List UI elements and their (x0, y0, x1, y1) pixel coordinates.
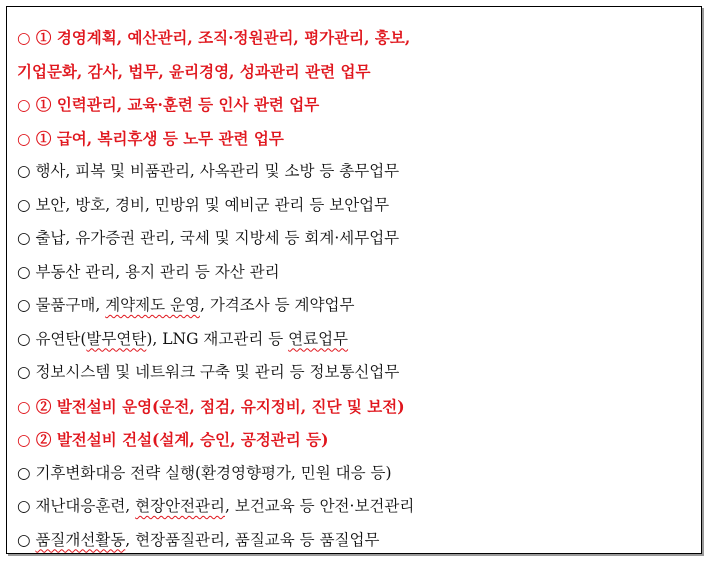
duty-list (17, 21, 414, 557)
duty-text: , 현장품질관리, 품질교육 등 품질업무 (125, 530, 380, 549)
spellcheck-flagged-text: 연료업무 (288, 329, 349, 348)
duty-item (17, 323, 414, 357)
duty-item: ○ 기후변화대응 전략 실행(환경영향평가, 민원 대응 등) (17, 463, 392, 482)
duty-text: , 가격조사 등 계약업무 (199, 296, 355, 314)
duty-item: ○ ② 발전설비 운영(운전, 점검, 유지정비, 진단 및 보전) (17, 396, 405, 416)
duty-item (17, 524, 414, 558)
duty-text: ○ 재난대응훈련, (17, 497, 136, 515)
spellcheck-flagged-text: 품질개선활동 (35, 530, 126, 549)
duty-item: ○ ② 발전설비 건설(설계, 승인, 공정관리 등) (17, 430, 329, 449)
duty-item: ○ 보안, 방호, 경비, 민방위 및 예비군 관리 등 보안업무 (17, 195, 390, 214)
duty-item: 기업문화, 감사, 법무, 윤리경영, 성과관리 관련 업무 (17, 61, 371, 81)
duty-text: ○ (17, 530, 36, 549)
duty-item: ○ ① 급여, 복리후생 등 노무 관련 업무 (17, 128, 284, 148)
duty-item: ○ ① 경영계획, 예산관리, 조직·정원관리, 평가관리, 홍보, (17, 28, 411, 47)
spellcheck-flagged-text: 계약제도 운영 (105, 296, 200, 314)
duty-item: ○ ① 인력관리, 교육·훈련 등 인사 관련 업무 (17, 95, 320, 114)
duty-text: ), LNG 재고관리 등 (146, 329, 289, 348)
duty-item: ○ 부동산 관리, 용지 관리 등 자산 관리 (17, 262, 280, 281)
spellcheck-flagged-text: 발무연탄 (86, 329, 147, 348)
duty-item: ○ 출납, 유가증권 관리, 국세 및 지방세 등 회계·세무업무 (17, 229, 400, 247)
duty-item: ○ 행사, 피복 및 비품관리, 사옥관리 및 소방 등 총무업무 (17, 162, 400, 180)
duty-item: ○ 정보시스템 및 네트워크 구축 및 관리 등 정보통신업무 (17, 363, 400, 381)
duty-table-frame (6, 6, 702, 554)
duty-item (17, 490, 414, 524)
spellcheck-flagged-text: 현장안전관리 (135, 497, 225, 515)
duty-item (17, 289, 414, 323)
duty-text: ○ 유연탄( (17, 329, 87, 348)
duty-text: ○ 물품구매, (17, 296, 106, 314)
duty-text: , 보건교육 등 안전·보건관리 (225, 497, 415, 515)
